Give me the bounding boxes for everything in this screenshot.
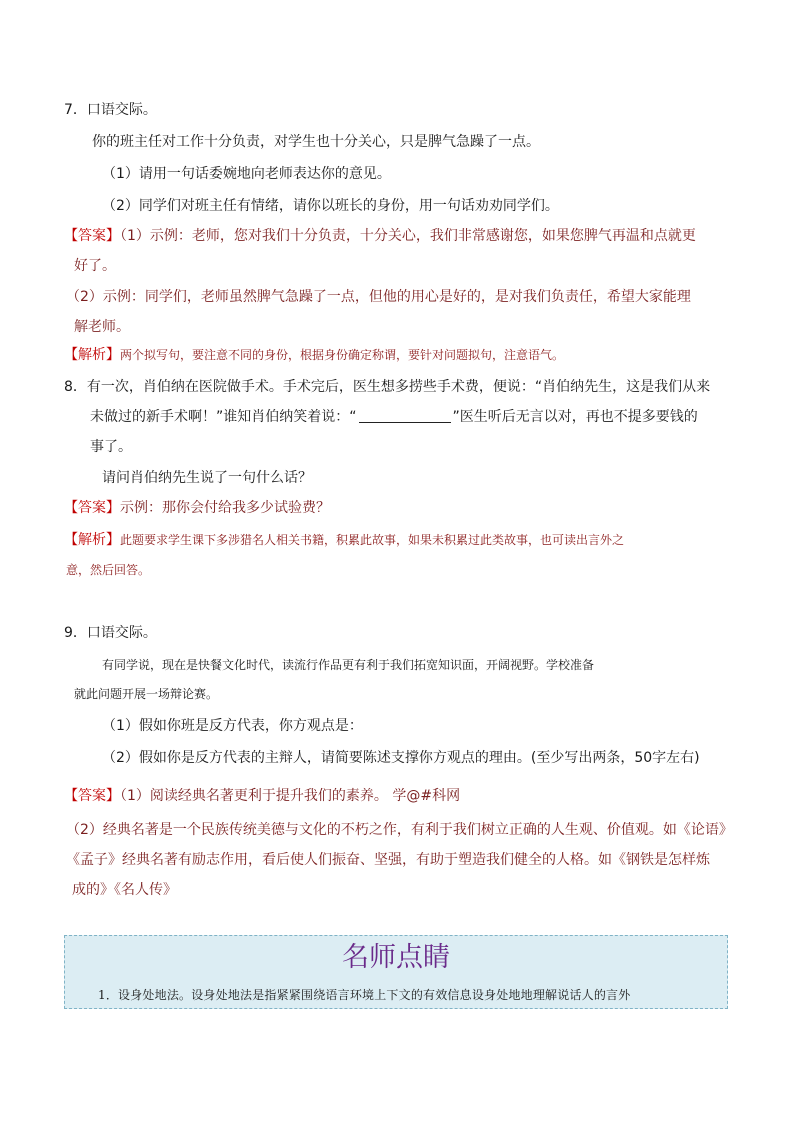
q8-answer	[64, 498, 330, 518]
q7-answer2a: （2）示例：同学们，老师虽然脾气急躁了一点，但他的用心是好的，是对我们负责任，希望大家能理	[66, 289, 691, 305]
q7-answer2b: 解老师。	[74, 319, 130, 335]
q9-answer2c: 成的》《名人传》	[72, 882, 177, 898]
q9-sub2: （2）假如你是反方代表的主辩人，请简要陈述支撑你方观点的理由。(至少写出两条，50字左右)	[102, 750, 700, 766]
q7-answer-line1	[64, 226, 696, 246]
q8-line2	[90, 407, 698, 427]
q9-stem2: 就此问题开展一场辩论赛。	[74, 687, 219, 701]
q8-analysis1: 此题要求学生课下多涉猎名人相关书籍，积累此故事，如果未积累过此类故事，也可读出言外之	[120, 533, 625, 547]
q7-answer1a: （1）示例：老师，您对我们十分负责，十分关心，我们非常感谢您，如果您脾气再温和点就更	[120, 228, 696, 244]
answer-tag: 【答案】	[64, 500, 120, 516]
tips-box	[64, 935, 728, 1009]
q9-title: 9．口语交际。	[64, 625, 157, 641]
q9-answer2a: （2）经典名著是一个民族传统美德与文化的不朽之作，有利于我们树立正确的人生观、价值观。如《论语》	[66, 822, 733, 838]
tips-title: 名师点睛	[342, 942, 450, 973]
q7-sub1: （1）请用一句话委婉地向老师表达你的意见。	[102, 166, 391, 182]
q7-answer1b: 好了。	[74, 258, 116, 274]
q9-sub1: （1）假如你班是反方代表，你方观点是：	[102, 718, 363, 734]
q8-analysis	[64, 530, 624, 550]
q9-answer2b: 《孟子》经典名著有励志作用，看后使人们振奋、坚强，有助于塑造我们健全的人格。如《钢铁是怎样炼	[66, 852, 710, 868]
tips-text: 1．设身处地法。设身处地法是指紧紧围绕语言环境上下文的有效信息设身处地地理解说话人的言外	[98, 988, 631, 1002]
q9-answer1	[64, 786, 460, 806]
q8-question: 请问肖伯纳先生说了一句什么话？	[102, 470, 312, 486]
answer-tag: 【答案】	[64, 788, 120, 804]
q7-sub2: （2）同学们对班主任有情绪，请你以班长的身份，用一句话劝劝同学们。	[102, 198, 559, 214]
q7-title: 7．口语交际。	[64, 102, 157, 118]
q9-stem1: 有同学说，现在是快餐文化时代，读流行作品更有利于我们拓宽知识面，开阔视野。学校准备	[102, 658, 595, 672]
analysis-tag: 【解析】	[64, 347, 120, 363]
analysis-tag: 【解析】	[64, 532, 120, 548]
q9-answer1-text: （1）阅读经典名著更利于提升我们的素养。 学@#科网	[120, 788, 461, 804]
q8-line2a: 未做过的新手术啊！”谁知肖伯纳笑着说：“	[90, 409, 357, 425]
answer-tag: 【答案】	[64, 228, 120, 244]
q8-answer-text: 示例：那你会付给我多少试验费？	[120, 500, 330, 516]
q7-stem: 你的班主任对工作十分负责，对学生也十分关心，只是脾气急躁了一点。	[92, 134, 540, 150]
q8-line1: 8．有一次，肖伯纳在医院做手术。手术完后，医生想多捞些手术费，便说：“肖伯纳先生，这是我们从来	[64, 379, 711, 395]
q8-line3: 事了。	[90, 439, 132, 455]
q7-analysis-text: 两个拟写句，要注意不同的身份，根据身份确定称谓，要针对问题拟句，注意语气。	[120, 348, 565, 362]
answer-blank	[359, 408, 451, 423]
q8-analysis2: 意，然后回答。	[66, 563, 151, 577]
q7-analysis	[64, 345, 564, 365]
q8-line2b: ”医生听后无言以对，再也不提多要钱的	[452, 409, 698, 425]
